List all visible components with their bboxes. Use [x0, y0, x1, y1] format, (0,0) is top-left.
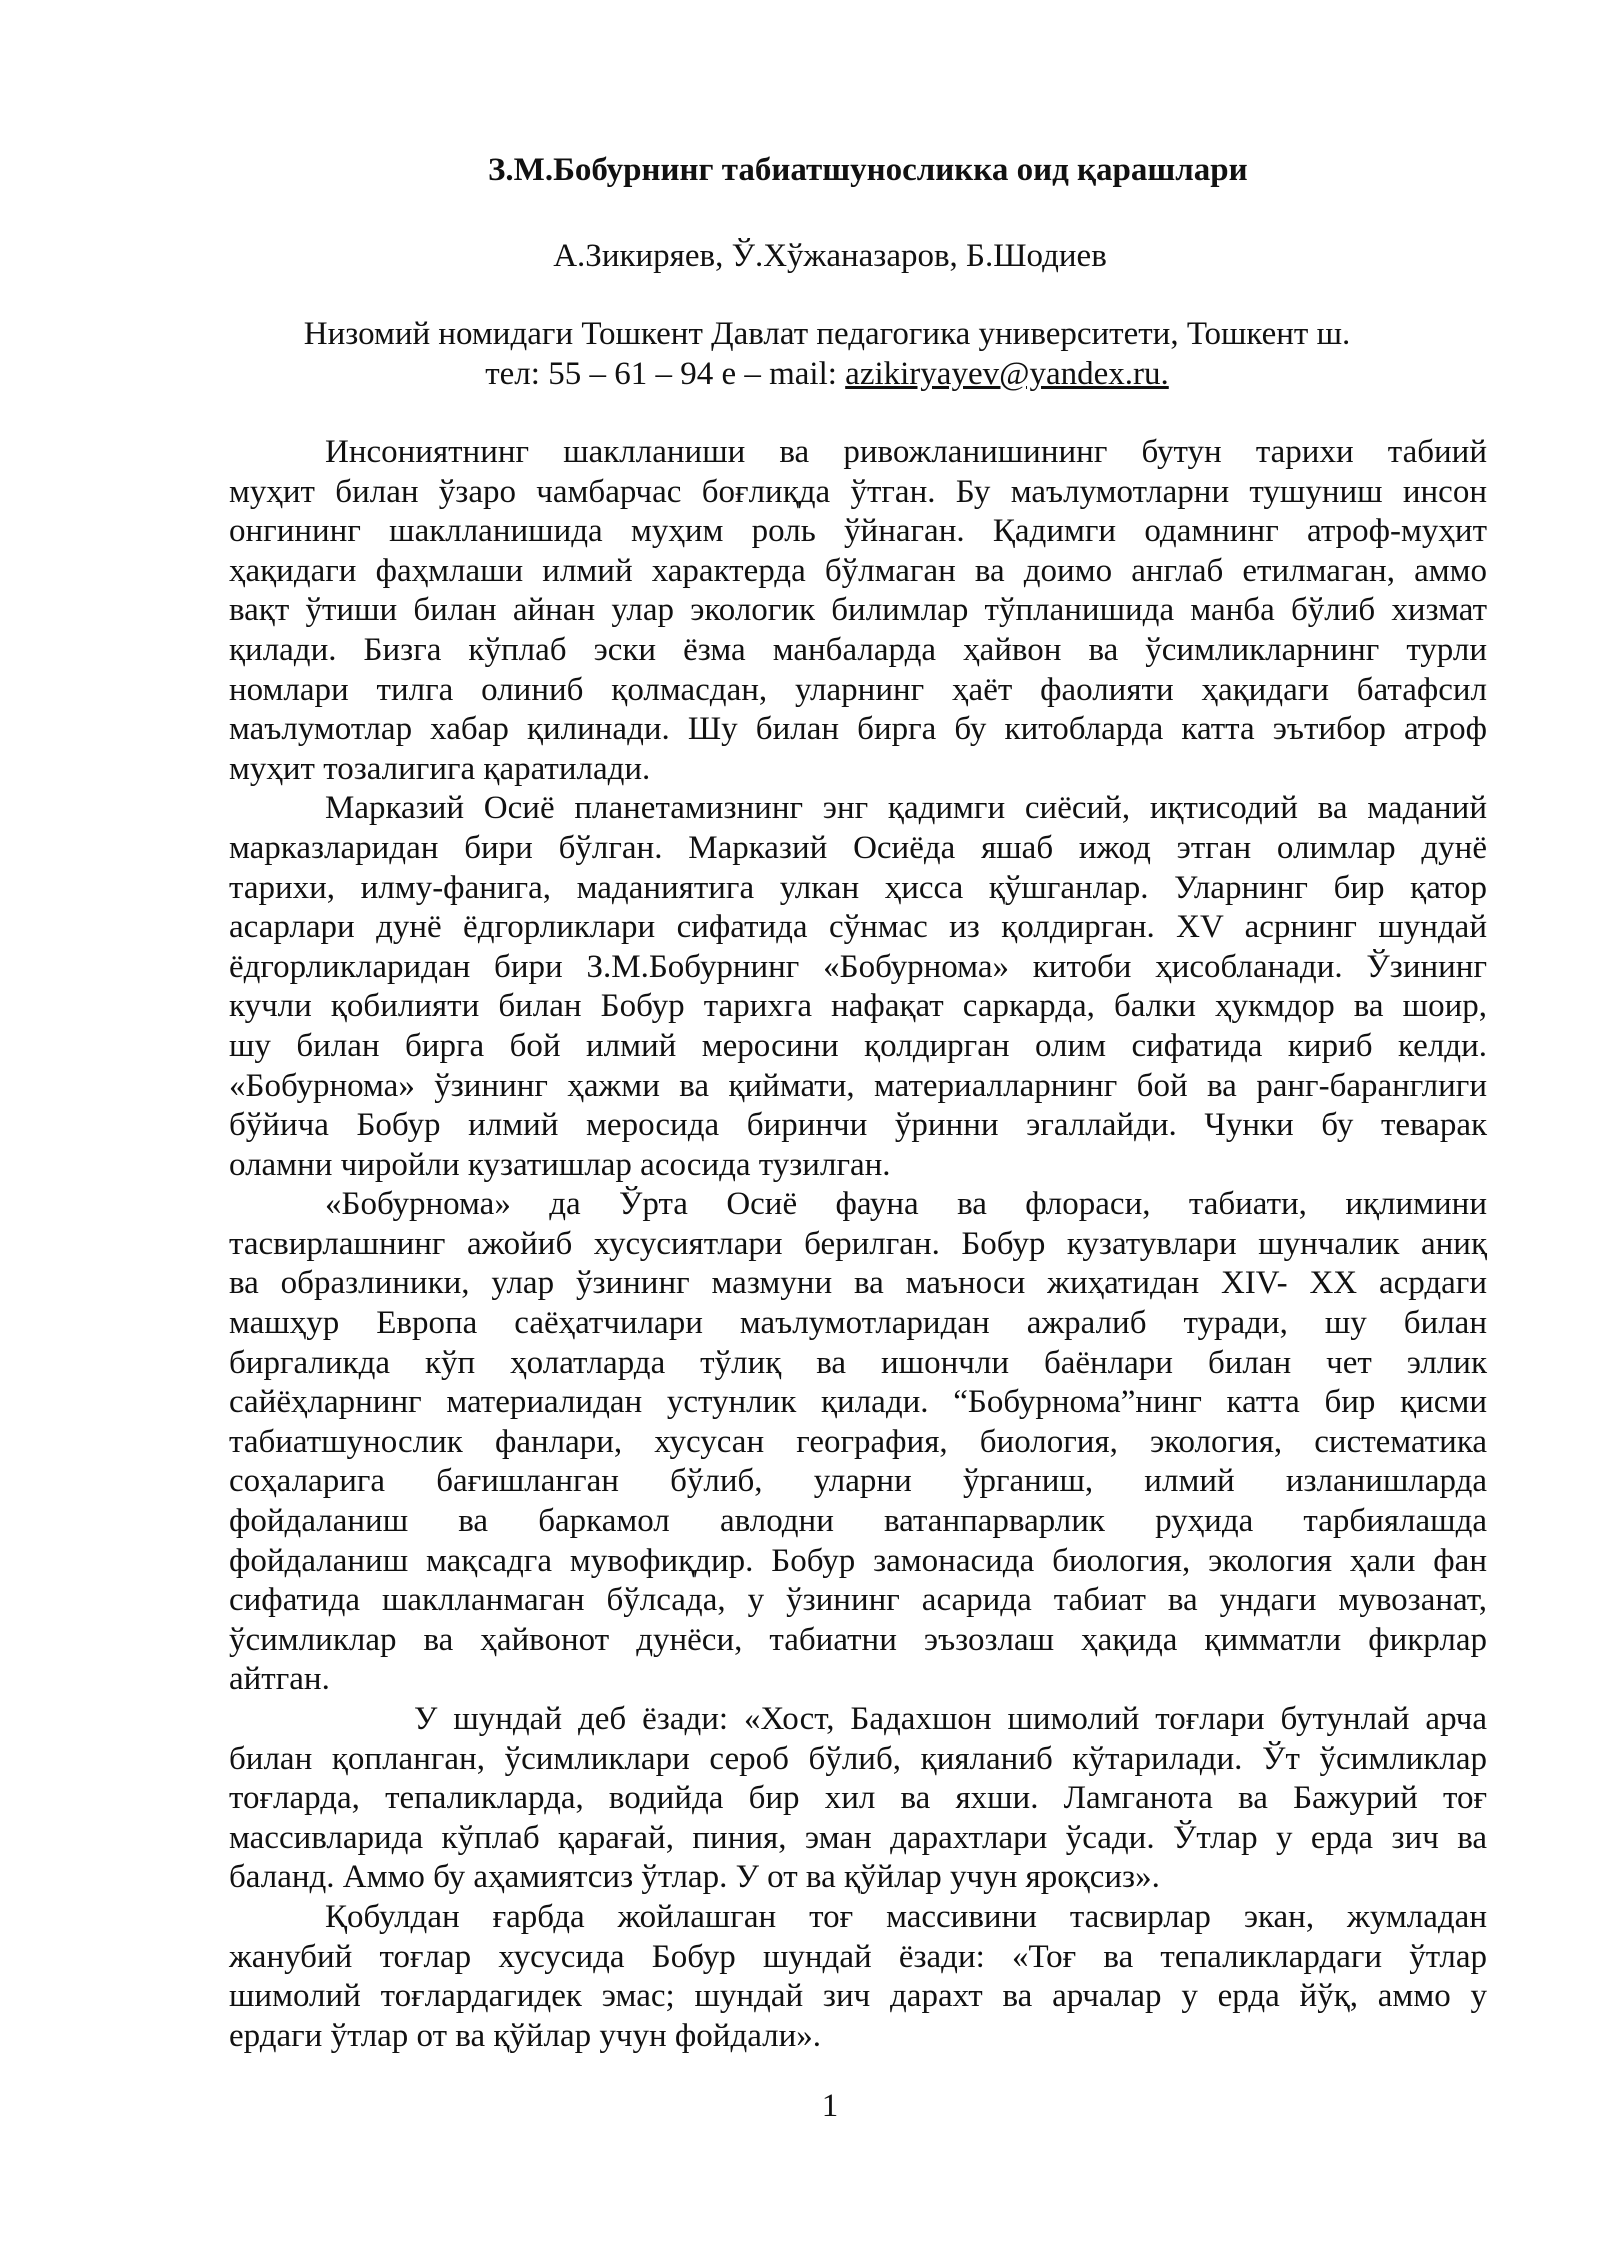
text-line: тарихи, илму-фанига, маданиятига улкан ҳисса қўшганлар. Уларнинг бир қатор: [229, 869, 1487, 906]
text-line: Инсониятнинг шаклланиши ва ривожланишининг бутун тарихи табиий: [325, 434, 1487, 470]
text-line: номлари тилга олиниб қолмасдан, уларнинг ҳаёт фаолияти ҳақидаги батафсил: [229, 671, 1487, 708]
text-line: тоғларда, тепаликларда, водийда бир хил ва яхши. Ламганота ва Бажурий тоғ: [229, 1780, 1487, 1817]
text-line: онгининг шаклланишида муҳим роль ўйнаган. Қадимги одамнинг атроф-муҳит: [229, 513, 1487, 550]
text-line: биргаликда кўп ҳолатларда тўлиқ ва ишончли баёнлари билан чет эллик: [229, 1344, 1487, 1381]
text-line: массивларида кўплаб қарағай, пиния, эман дарахтлари ўсади. Ўтлар у ерда зич ва: [229, 1819, 1487, 1856]
authors-line: А.Зикиряев, Ў.Хўжаназаров, Б.Шодиев: [553, 238, 1107, 274]
text-line: кучли қобилияти билан Бобур тарихга нафақат саркарда, балки ҳукмдор ва шоир,: [229, 988, 1487, 1025]
text-line: «Бобурнома» да Ўрта Осиё фауна ва флораси, табиати, иқлимини: [325, 1186, 1487, 1223]
text-line: асарлари дунё ёдгорликлари сифатида сўнмас из қолдирган. XV асрнинг шундай: [229, 909, 1487, 946]
text-line: Қобулдан ғарбда жойлашган тоғ массивини тасвирлар экан, жумладан: [325, 1898, 1487, 1935]
text-line: сифатида шаклланмаган бўлсада, у ўзининг асарида табиат ва ундаги мувозанат,: [229, 1582, 1487, 1619]
paragraph: [229, 789, 1487, 1185]
text-line: машҳур Европа саёҳатчилари маълумотларидан ажралиб туради, шу билан: [229, 1305, 1487, 1342]
text-line: шимолий тоғлардагидек эмас; шундай зич дарахт ва арчалар у ерда йўқ, аммо у: [229, 1978, 1487, 2015]
document-title: З.М.Бобурнинг табиатшуносликка оид қарашлари: [488, 152, 1248, 188]
affiliation-line: Низомий номидаги Тошкент Давлат педагогика университети, Тошкент ш.: [303, 316, 1351, 352]
paragraph: [229, 433, 1487, 789]
text-line: фойдаланиш ва баркамол авлодни ватанпарварлик руҳида тарбиялашда: [229, 1503, 1487, 1540]
text-line: тасвирлашнинг ажойиб хусусиятлари берилган. Бобур кузатувлари шунчалик аниқ: [229, 1225, 1487, 1262]
text-line: баланд. Аммо бу аҳамиятсиз ўтлар. У от ва қўйлар учун яроқсиз».: [229, 1859, 1160, 1896]
text-line: ва образлиники, улар ўзининг мазмуни ва маъноси жиҳатидан XIV- XX асрдаги: [229, 1265, 1487, 1302]
text-line: Марказий Осиё планетамизнинг энг қадимги сиёсий, иқтисодий ва маданий: [325, 790, 1487, 827]
text-line: вақт ўтиши билан айнан улар экологик билимлар тўпланишида манба бўлиб хизмат: [229, 592, 1487, 629]
text-line: шу билан бирга бой илмий меросини қолдирган олим сифатида кириб келди.: [229, 1027, 1487, 1064]
text-line: «Бобурнома» ўзининг ҳажми ва қиймати, материалларнинг бой ва ранг-баранглиги: [229, 1067, 1487, 1104]
text-line: билан қопланган, ўсимликлари сероб бўлиб, қияланиб кўтарилади. Ўт ўсимликлар: [229, 1740, 1487, 1777]
text-line: ҳақидаги фаҳмлаши илмий характерда бўлмаган ва доимо англаб етилмаган, аммо: [229, 552, 1487, 589]
text-line: У шундай деб ёзади: «Хост, Бадахшон шимолий тоғлари бутунлай арча: [414, 1701, 1487, 1737]
text-line: айтган.: [229, 1661, 330, 1698]
text-line: қилади. Бизга кўплаб эски ёзма манбаларда ҳайвон ва ўсимликларнинг турли: [229, 631, 1487, 668]
text-line: ёдгорликларидан бири З.М.Бобурнинг «Бобурнома» китоби ҳисобланади. Ўзининг: [229, 948, 1487, 985]
paragraph: [229, 1898, 1487, 2056]
body-text: [229, 433, 1487, 2056]
text-line: табиатшунослик фанлари, хусусан география, биология, экология, систематика: [229, 1423, 1487, 1460]
paragraph: [229, 1700, 1487, 1898]
paragraph: [229, 1185, 1487, 1700]
text-line: ўсимликлар ва ҳайвонот дунёси, табиатни эъзозлаш ҳақида қимматли фикрлар: [229, 1621, 1487, 1658]
text-line: соҳаларига бағишланган бўлиб, уларни ўрганиш, илмий изланишларда: [229, 1463, 1487, 1500]
text-line: оламни чиройли кузатишлар асосида тузилган.: [229, 1146, 891, 1183]
text-line: муҳит билан ўзаро чамбарчас боғлиқда ўтган. Бу маълумотларни тушуниш инсон: [229, 473, 1487, 510]
contact-phone: тел: 55 – 61 – 94 е – mail:: [485, 356, 846, 392]
text-line: жанубий тоғлар хусусида Бобур шундай ёзади: «Тоғ ва тепаликлардаги ўтлар: [229, 1938, 1487, 1975]
contact-line: [0, 354, 1600, 394]
text-line: бўйича Бобур илмий меросида биринчи ўринни эгаллайди. Чунки бу теварак: [229, 1107, 1487, 1144]
page-number: 1: [821, 2088, 839, 2124]
text-line: маълумотлар хабар қилинади. Шу билан бирга бу китобларда катта эътибор атроф: [229, 711, 1487, 748]
email-link[interactable]: azikiryayev@yandex.ru.: [845, 356, 1169, 392]
text-line: ердаги ўтлар от ва қўйлар учун фойдали».: [229, 2017, 822, 2054]
text-line: марказларидан бири бўлган. Марказий Осиёда яшаб ижод этган олимлар дунё: [229, 829, 1487, 866]
text-line: сайёҳларнинг материалидан устунлик қилади. “Бобурнома”нинг катта бир қисми: [229, 1384, 1487, 1421]
text-line: муҳит тозалигига қаратилади.: [229, 750, 651, 787]
text-line: фойдаланиш мақсадга мувофиқдир. Бобур замонасида биология, экология ҳали фан: [229, 1542, 1487, 1579]
